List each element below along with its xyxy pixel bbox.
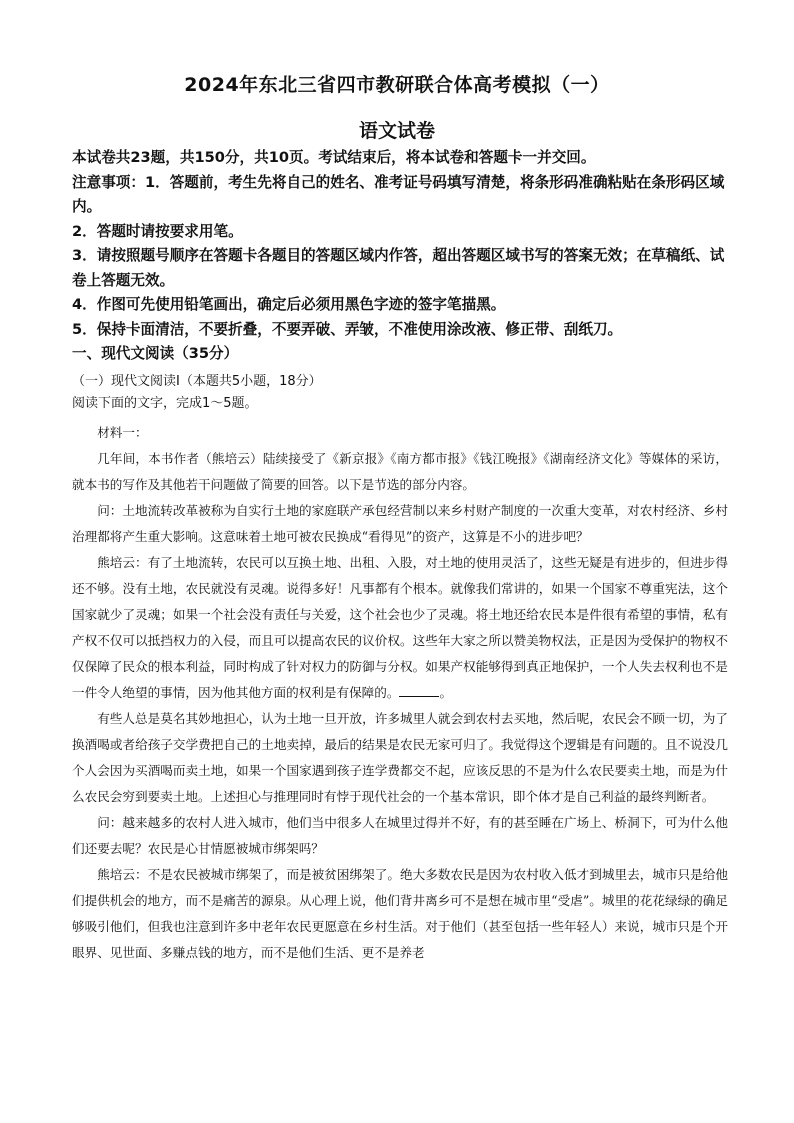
read-instruction: 阅读下面的文字，完成1～5题。 xyxy=(72,396,258,411)
instruction-line: 2．答题时请按要求用笔。 xyxy=(72,222,243,240)
exam-title: 2024年东北三省四市教研联合体高考模拟（一） xyxy=(184,74,610,96)
passage-paragraph: 几年间，本书作者（熊培云）陆续接受了《新京报》《南方都市报》《钱江晚报》《湖南经济文化》等媒体的采访，就本书的写作及其他若干问题做了简要的回答。以下是节选的部分内容。 xyxy=(72,451,728,492)
material-label: 材料一： xyxy=(97,425,148,440)
instruction-line: 本试卷共23题，共150分，共10页。考试结束后，将本试卷和答题卡一并交回。 xyxy=(72,149,596,166)
passage-paragraph: 有些人总是莫名其妙地担心，认为土地一旦开放，许多城里人就会到农村去买地，然后呢，农民会不顾一切，为了换酒喝或者给孩子交学费把自己的土地卖掉，最后的结果是农民无家可归了。我觉得这个逻辑是有问题的。且不说没几个人会因为买酒喝而卖土地，如果一个国家遇到孩子连学费都交不起，应该反思的不是为什么农民要卖土地，而是为什么农民会穷到要卖土地。上述担心与推理同时有悖于现代社会的一个基本常识，即个体才是自己利益的最终判断者。 xyxy=(72,711,728,804)
passage-paragraph: 熊培云：有了土地流转，农民可以互换土地、出租、入股，对土地的使用灵活了，这些无疑是有进步的，但进步得还不够。没有土地，农民就没有灵魂。说得多好！凡事都有个根本。就像我们常讲的，如果一个国家不尊重宪法，这个国家就少了灵魂；如果一个社会没有责任与关爱，这个社会也少了灵魂。将土地还给农民本是件很有希望的事情，私有产权不仅可以抵挡权力的入侵，而且可以提高农民的议价权。这些年大家之所以赞美物权法，正是因为受保护的物权不仅保障了民众的根本利益，同时构成了针对权力的防御与分权。如果产权能够得到真正地保护，一个人失去权利也不是一件令人绝望的事情，因为他其他方面的权利是有保障的。 。 xyxy=(72,555,728,700)
instruction-line: 4．作图可先使用铅笔画出，确定后必须用黑色字迹的签字笔描黑。 xyxy=(72,296,506,313)
instruction-line: 注意事项：1．答题前，考生先将自己的姓名、准考证号码填写清楚，将条形码准确粘贴在条形码区域内。 xyxy=(72,173,725,215)
subsection-heading: （一）现代文阅读Ⅰ（本题共5小题，18分） xyxy=(72,374,322,389)
reading-intro xyxy=(72,371,732,415)
fill-in-blank xyxy=(399,684,439,697)
paragraph-text: 熊培云：有了土地流转，农民可以互换土地、出租、入股，对土地的使用灵活了，这些无疑是有进步的，但进步得还不够。没有土地，农民就没有灵魂。说得多好！凡事都有个根本。就像我们常讲的，如果一个国家不尊重宪法，这个国家就少了灵魂；如果一个社会没有责任与关爱，这个社会也少了灵魂。将土地还给农民本是件很有希望的事情，私有产权不仅可以抵挡权力的入侵，而且可以提高农民的议价权。这些年大家之所以赞美物权法，正是因为受保护的物权不仅保障了民众的根本利益，同时构成了针对权力的防御与分权。如果产权能够得到真正地保护，一个人失去权利也不是一件令人绝望的事情，因为他其他方面的权利是有保障的。 xyxy=(72,555,728,700)
section-heading: 一、现代文阅读（35分） xyxy=(72,345,239,362)
instruction-line: 3．请按照题号顺序在答题卡各题目的答题区域内作答，超出答题区域书写的答案无效；在草稿纸、试卷上答题无效。 xyxy=(72,247,725,289)
passage-paragraph: 问：越来越多的农村人进入城市，他们当中很多人在城里过得并不好，有的甚至睡在广场上、桥洞下，可为什么他们还要去呢？农民是心甘情愿被城市绑架吗？ xyxy=(72,815,728,856)
instructions-block xyxy=(72,146,732,367)
passage xyxy=(72,420,728,966)
instruction-line: 5．保持卡面清洁，不要折叠，不要弄破、弄皱，不准使用涂改液、修正带、刮纸刀。 xyxy=(72,320,623,338)
passage-paragraph: 熊培云：不是农民被城市绑架了，而是被贫困绑架了。绝大多数农民是因为农村收入低才到城里去，城市只是给他们提供机会的地方，而不是痛苦的源泉。从心理上说，他们背井离乡可不是想在城市里“受虐”。城里的花花绿绿的确足够吸引他们，但我也注意到许多中老年农民更愿意在乡村生活。对于他们（甚至包括一些年轻人）来说，城市只是个开眼界、见世面、多赚点钱的地方，而不是他们生活、更不是养老 xyxy=(72,867,728,960)
passage-paragraph: 问：土地流转改革被称为自实行土地的家庭联产承包经营制以来乡村财产制度的一次重大变革，对农村经济、乡村治理都将产生重大影响。这意味着土地可被农民换成“看得见”的资产，这算是不小的进步吧？ xyxy=(72,503,728,544)
exam-subtitle: 语文试卷 xyxy=(358,120,435,142)
